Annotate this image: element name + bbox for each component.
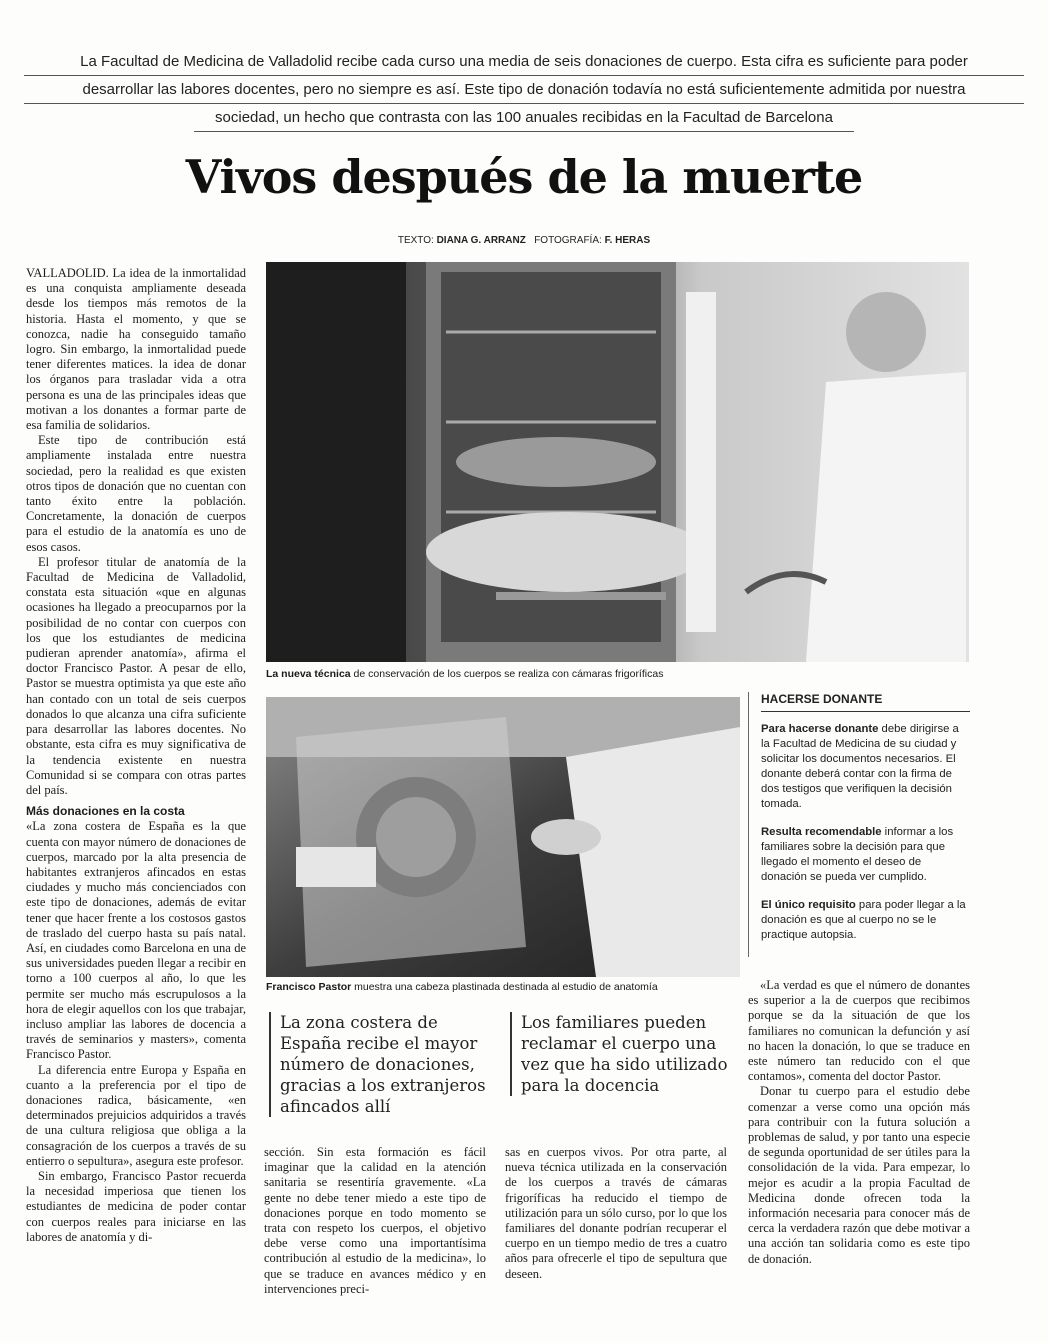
- sidebar-item-text: debe dirigirse a la Facultad de Medicina de su ciudad y solicitar los documentos necesarios. El donante deberá contar con la firma de dos testigos que verifiquen la decisión tomada.: [761, 723, 959, 810]
- lede-line-1: La Facultad de Medicina de Valladolid recibe cada curso una media de seis donaciones de cuerpo. Esta cifra es suficiente para poder: [24, 48, 1024, 76]
- paragraph: sección. Sin esta formación es fácil imaginar que la calidad en la atención sanitaria se resentiría gravemente. «La gente no debe tener miedo a este tipo de donaciones porque en todo momento se trata con respeto los cuerpos, el objetivo debe verse como una importantísima contribución al estudio de la medicina», lo que se traduce en avances médico y en intervenciones preci-: [264, 1145, 486, 1296]
- lede-line-2: desarrollar las labores docentes, pero no siempre es así. Este tipo de donación todavía no está suficientemente admitida por nuestra: [24, 76, 1024, 104]
- sidebar-item-text: informar a los familiares sobre la decisión para que llegado el momento el deseo de donación se pueda ver cumplido.: [761, 826, 954, 883]
- byline: [0, 235, 1048, 246]
- headline: Vivos después de la muerte: [185, 150, 863, 204]
- sidebar-hacerse-donante: [748, 692, 970, 957]
- sidebar-item: [761, 722, 970, 812]
- sidebar-item-bold: Resulta recomendable: [761, 826, 882, 838]
- article-column-4: [748, 978, 970, 1298]
- sidebar-item-text: para poder llegar a la donación es que al cuerpo no se le practique autopsia.: [761, 899, 966, 941]
- photo-plastinated-head: [266, 697, 740, 977]
- photo1-caption: [266, 668, 966, 680]
- sidebar-item-bold: Para hacerse donante: [761, 723, 879, 735]
- paragraph: La diferencia entre Europa y España en cuanto a la preferencia por el tipo de donaciones radica, básicamente, «en determinados prejuicios adquiridos a través de una cultura religiosa que obliga a la consagración de los cuerpos a través de su entierro o sepultura», asegura este profesor.: [26, 1062, 246, 1168]
- caption-bold: Francisco Pastor: [266, 981, 352, 993]
- sidebar-item-bold: El único requisito: [761, 899, 856, 911]
- paragraph: «La verdad es que el número de donantes es superior a la de cuerpos que recibimos porque se da la situación de que los familiares no comunican la defunción y así no hacen la donación, lo que se traduce en este número tan reducido con el que contamos», comenta del doctor Pastor.: [748, 978, 970, 1084]
- paragraph: VALLADOLID. La idea de la inmortalidad es una conquista ampliamente deseada desde los tiempos más remotos de la historia. Hasta el momento, y que se conozca, nadie ha conseguido tamaño logro. Sin embargo, la inmortalidad puede tener diferentes matices. la idea de donar los órganos para trasladar vida a otra persona es una de las principales ideas que motivan a los donantes a formar parte de esa familia de solidarios.: [26, 266, 246, 433]
- photo2-caption: [266, 981, 740, 993]
- text-label: TEXTO:: [397, 235, 434, 246]
- subheading: Más donaciones en la costa: [26, 804, 185, 819]
- caption-text: de conservación de los cuerpos se realiza con cámaras frigoríficas: [350, 668, 664, 680]
- lede-summary: [24, 48, 1024, 130]
- photo-author: F. HERAS: [604, 235, 651, 246]
- paragraph: El profesor titular de anatomía de la Facultad de Medicina de Valladolid, constata esta situación «que en algunas ocasiones ha llegado a preocuparnos por la posibilidad de no contar con cuerpos con los que los estudiantes de medicina pudieran aprender anatomía», afirma el doctor Francisco Pastor. A pesar de ello, Pastor se muestra optimista ya que este año han contado con un total de seis cuerpos donados lo que alcanza una cifra suficiente para desarrollar las labores docentes. No obstante, esta cifra es muy significativa de la tendencia existente en nuestra Comunidad si se compara con otras partes del país.: [26, 554, 246, 797]
- article-column-1: [26, 266, 246, 1326]
- text-author: DIANA G. ARRANZ: [436, 235, 526, 246]
- article-column-3: [505, 1145, 727, 1335]
- paragraph: Este tipo de contribución está ampliamente instalada entre nuestra sociedad, pero la realidad es que existen otros tipos de donación que no cuentan con tanto éxito entre la población. Concretamente, la donación de cuerpos para el estudio de la anatomía es uno de esos casos.: [26, 433, 246, 554]
- lede-line-3: sociedad, un hecho que contrasta con las 100 anuales recibidas en la Facultad de Barcelona: [194, 104, 854, 132]
- sidebar-item: [761, 825, 970, 885]
- pull-quote-1: La zona costera de España recibe el mayor número de donaciones, gracias a los extranjeros afincados allí: [269, 1012, 501, 1117]
- sidebar-title: HACERSE DONANTE: [761, 692, 970, 712]
- photo-cold-storage-chamber: [266, 262, 969, 662]
- caption-bold: La nueva técnica: [266, 668, 351, 680]
- paragraph: sas en cuerpos vivos. Por otra parte, al nueva técnica utilizada en la conservación de los cuerpos a través de cámaras frigoríficas ha reducido el tiempo de utilización para un sólo curso, por lo que los familiares del donante podrían recuperar el cuerpo en un tiempo medio de tres a cuatro años para ofrecerle el tipo de sepultura que deseen.: [505, 1145, 727, 1281]
- paragraph: Donar tu cuerpo para el estudio debe comenzar a verse como una opción más para contribuir con la futura solución a problemas de salud, y por tanto una especie de segunda oportunidad de ser útiles para la consolidación de la vida. Para empezar, lo mejor es acudir a la propia Facultad de Medicina donde ofrecen toda la información necesaria para conocer más de cerca la verdadera razón que debe motivar a una acción tan solidaria como es este tipo de donación.: [748, 1084, 970, 1266]
- paragraph: Sin embargo, Francisco Pastor recuerda la necesidad imperiosa que tienen los estudiantes de medicina de poder contar con cuerpos reales para iniciarse en las labores de anatomía y di-: [26, 1168, 246, 1244]
- photo-label: FOTOGRAFÍA:: [534, 235, 602, 246]
- caption-text: muestra una cabeza plastinada destinada al estudio de anatomía: [351, 981, 658, 993]
- pull-quote-2: Los familiares pueden reclamar el cuerpo una vez que ha sido utilizado para la docencia: [510, 1012, 740, 1096]
- paragraph: «La zona costera de España es la que cuenta con mayor número de donaciones de cuerpos, marcado por la alta presencia de habitantes extranjeros afincados en estas ciudades y mucho más concienciados con este tipo de donaciones, además de evitar tener que hacer frente a los costosos gastos de traslado del cuerpo hasta su país natal. Así, en ciudades como Barcelona en una de sus universidades pueden llegar a recibir en torno a 100 cuerpos al año, lo que les permite ser mucho más escrupulosos a la hora de elegir aquellos con los que trabajar, incluso ampliar las labores de docencia a través de seminarios y masters», comenta Francisco Pastor.: [26, 819, 246, 1062]
- article-column-2: [264, 1145, 486, 1335]
- sidebar-item: [761, 898, 970, 943]
